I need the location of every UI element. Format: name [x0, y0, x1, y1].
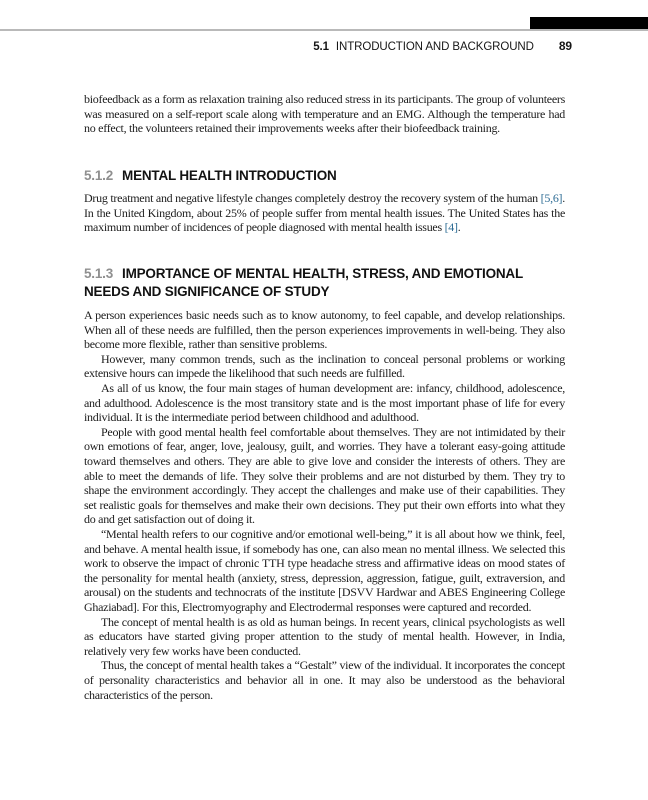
paragraph-513-5: “Mental health refers to our cognitive and/or emotional well-being,” it is all about how we think, feel, and behave. A mental health issue, if somebody has one, can also mean no mental illness. We selected this work to observe the impact of chronic TTH type headache stress and affirmative ideas on mood states of the personality for mental health (anxiety, stress, depression, aggression, fatigue, guilt, extraversion, and arousal) on the students and technocrats of the institute [DSVV Hardwar and ABES Engineering College Ghaziabad]. For this, Electromyography and Electrodermal responses were captured and recorded.	[84, 526, 565, 614]
paragraph-512-text: Drug treatment and negative lifestyle changes completely destroy the recovery system of the human	[84, 191, 541, 206]
citation-link[interactable]: [5,6]	[540, 191, 563, 206]
paragraph-512	[84, 191, 565, 235]
section-title-512: MENTAL HEALTH INTRODUCTION	[122, 167, 337, 183]
paragraph-513-4: People with good mental health feel comfortable about themselves. They are not intimidated by their own emotions of fear, anger, love, jealousy, guilt, and worries. They have a tolerant easy-going attitude toward themselves and others. They are able to give love and consider the interests of others. They are able to meet the demands of life. They solve their problems and are not disturbed by them. They try to shape the environment accordingly. They accept the challenges and make use of their capabilities. They set realistic goals for themselves and make their own decisions. They put their own efforts into what they do and get satisfaction out of doing it.	[84, 424, 565, 527]
running-head-section-title: INTRODUCTION AND BACKGROUND	[335, 41, 534, 53]
page-body	[84, 92, 565, 702]
section-heading-512	[84, 167, 565, 185]
paragraph-513-2: However, many common trends, such as the inclination to conceal personal problems or working extensive hours can impede the likelihood that such needs are fulfilled.	[84, 351, 565, 381]
paragraph-513-1: A person experiences basic needs such as to know autonomy, to feel capable, and develop relationships. When all of these needs are fulfilled, then the person experiences improvements in well-being. They also become more flexible, rather than sensitive problems.	[84, 308, 565, 352]
header-rule	[0, 29, 648, 31]
running-head	[313, 39, 572, 53]
running-head-section-number: 5.1	[313, 41, 329, 53]
paragraph-512-text: .	[457, 220, 461, 235]
paragraph-512-text: . In the United Kingdom, about 25% of people suffer from mental health issues. The United States has the maximum number of incidences of people diagnosed with mental health issues	[84, 191, 565, 235]
paragraph-513-3: As all of us know, the four main stages of human development are: infancy, childhood, adolescence, and adulthood. Adolescence is the most transitory state and is the most important phase of life for every individual. It is the intermediate period between childhood and adulthood.	[84, 381, 565, 425]
citation-link[interactable]: [4]	[444, 220, 458, 235]
section-number-512: 5.1.2	[84, 167, 114, 183]
paragraph-513-6: The concept of mental health is as old as human beings. In recent years, clinical psychologists as well as educators have started giving proper attention to the study of mental health. However, in India, relatively very few works have been conducted.	[84, 614, 565, 658]
paragraph-513-7: Thus, the concept of mental health takes a “Gestalt” view of the individual. It incorporates the concept of personality characteristics and behavior all in one. It may also be understood as the behavioral characteristics of the person.	[84, 658, 565, 702]
page-number: 89	[558, 39, 572, 53]
section-title-513: IMPORTANCE OF MENTAL HEALTH, STRESS, AND EMOTIONAL NEEDS AND SIGNIFICANCE OF STUDY	[84, 266, 523, 299]
paragraph-intro-continuation: biofeedback as a form as relaxation training also reduced stress in its participants. The group of volunteers was measured on a self-report scale along with temperature and an EMG. Although the temperature had no effect, the volunteers retained their improvements weeks after their biofeedback training.	[84, 92, 565, 136]
section-heading-513	[84, 265, 565, 300]
section-number-513: 5.1.3	[84, 266, 114, 282]
